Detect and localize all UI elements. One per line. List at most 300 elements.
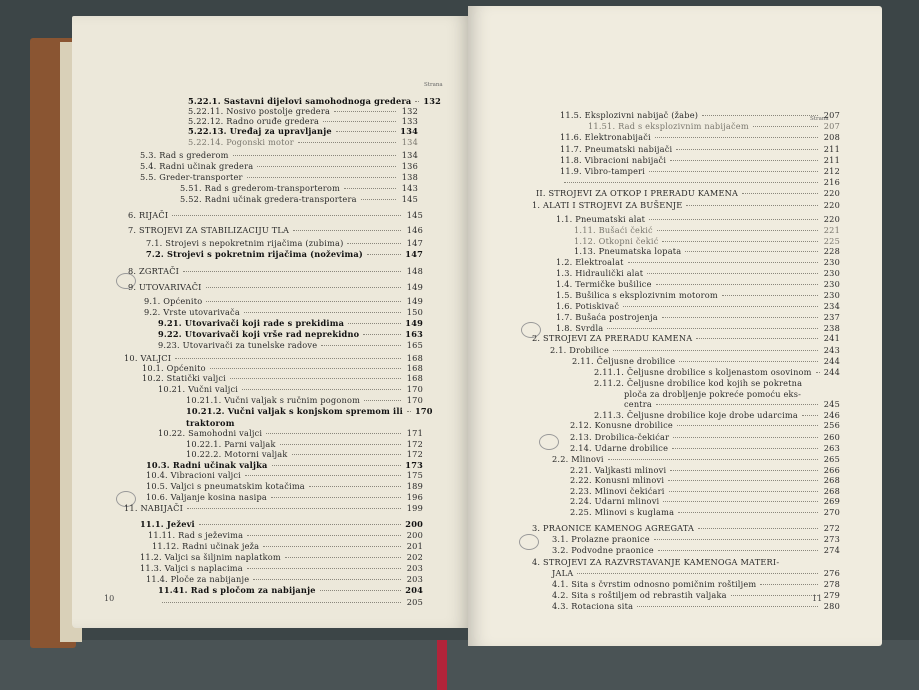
leader-dots	[263, 546, 401, 547]
leader-dots	[623, 306, 818, 307]
toc-entry-title: Bušaća postrojenja	[575, 312, 658, 322]
toc-entry-title: Konusni mlinovi	[594, 475, 665, 485]
toc-entry-number: 10.2.	[142, 373, 164, 383]
toc-entry	[574, 225, 840, 235]
toc-page-number: 168	[406, 353, 423, 363]
leader-dots	[363, 334, 401, 335]
leader-dots	[245, 475, 401, 476]
toc-entry	[624, 399, 840, 409]
toc-entry-number: 2.25.	[570, 507, 592, 517]
toc-entry	[570, 475, 840, 485]
toc-entry-title: Vučni valjak s konjskom spremom ili	[227, 406, 403, 416]
toc-entry-title: Sita s čvrstim odnosno pomičnim roštiljem	[571, 579, 757, 589]
toc-page-number: 268	[823, 475, 840, 485]
toc-entry	[158, 318, 423, 328]
toc-page-number: 145	[401, 194, 418, 204]
leader-dots	[361, 199, 396, 200]
toc-entry-label	[574, 225, 653, 235]
toc-entry-number: 10.21.1.	[186, 395, 222, 405]
toc-entry-label	[188, 116, 319, 126]
leader-dots	[686, 205, 818, 206]
toc-entry-label	[574, 246, 681, 256]
toc-entry-number: 5.3.	[140, 150, 157, 160]
toc-entry-label	[552, 601, 633, 611]
toc-page-number: 170	[406, 384, 423, 394]
toc-entry-number: 1.	[532, 200, 541, 210]
toc-page-number: 134	[401, 150, 418, 160]
toc-entry-label	[588, 121, 749, 131]
toc-page-number: 172	[406, 439, 423, 449]
toc-page-number: 168	[406, 373, 423, 383]
toc-entry	[594, 367, 840, 377]
toc-entry-label	[186, 395, 360, 405]
leader-dots	[731, 595, 818, 596]
toc-entry-title: traktorom	[186, 418, 235, 428]
leader-dots	[677, 425, 818, 426]
toc-entry-title: Rad s grederom-transporterom	[204, 183, 340, 193]
leader-dots	[285, 557, 401, 558]
toc-entry-number: 2.14.	[570, 443, 592, 453]
toc-entry-title: ZGRTAČI	[139, 266, 180, 276]
toc-entry	[146, 470, 423, 480]
leader-dots	[678, 512, 818, 513]
toc-entry	[594, 378, 840, 388]
toc-page-number: 201	[406, 541, 423, 551]
toc-entry	[186, 449, 423, 459]
toc-page-number: 269	[823, 496, 840, 506]
toc-entry	[146, 238, 423, 248]
bookmark-ribbon	[437, 640, 447, 690]
toc-entry-label	[152, 541, 259, 551]
toc-entry	[556, 257, 840, 267]
toc-entry	[158, 329, 423, 339]
toc-entry	[556, 290, 840, 300]
toc-entry	[532, 523, 840, 533]
toc-entry-number: 5.22.11.	[188, 106, 224, 116]
toc-entry-number: 1.13.	[574, 246, 596, 256]
toc-entry-title: Bušilica s eksplozivnim motorom	[575, 290, 718, 300]
toc-entry-title: Prolazne praonice	[571, 534, 650, 544]
toc-entry-number: 11.	[124, 503, 138, 513]
toc-page-number: 149	[406, 282, 423, 292]
leader-dots	[564, 182, 818, 183]
toc-entry-label	[146, 238, 343, 248]
leader-dots	[698, 528, 818, 529]
toc-entry-title: Konusne drobilice	[594, 420, 673, 430]
toc-entry-number: 2.11.3.	[594, 410, 625, 420]
toc-entry-title: Mlinovi	[571, 454, 604, 464]
toc-entry	[560, 110, 840, 120]
toc-entry-label	[532, 333, 692, 343]
leader-dots	[336, 131, 396, 132]
toc-entry-title: Strojevi s nepokretnim rijačima (zubima)	[165, 238, 344, 248]
leader-dots	[670, 470, 818, 471]
toc-entry-number: 1.1.	[556, 214, 573, 224]
strana-label-right: Strana	[810, 116, 829, 122]
leader-dots	[271, 497, 401, 498]
toc-entry-title: Valjci s naplacima	[164, 563, 243, 573]
toc-entry-title: Vibracioni valjci	[170, 470, 241, 480]
toc-entry	[552, 534, 840, 544]
toc-entry-label	[124, 503, 183, 513]
toc-page-number: 196	[406, 492, 423, 502]
toc-page-number: 204	[405, 585, 423, 595]
leader-dots	[348, 323, 401, 324]
toc-page-number: 270	[823, 507, 840, 517]
toc-entry-number: 1.5.	[556, 290, 573, 300]
toc-entry-number: 9.	[128, 282, 137, 292]
toc-entry-title: Valjkasti mlinovi	[594, 465, 667, 475]
toc-entry-title: ploča za drobljenje pokreće pomoću eks-	[624, 389, 802, 399]
toc-entry-title: Vrste utovarivača	[163, 307, 240, 317]
toc-page-number: 132	[423, 96, 442, 106]
toc-entry-title: Rad s pločom za nabijanje	[190, 585, 316, 595]
toc-entry	[180, 183, 418, 193]
toc-entry	[128, 210, 423, 220]
toc-entry-title: Termičke bušilice	[575, 279, 652, 289]
toc-entry-number: 1.11.	[574, 225, 596, 235]
toc-entry-label	[142, 363, 206, 373]
toc-page-number: 225	[823, 236, 840, 246]
toc-page-number: 138	[401, 172, 418, 182]
toc-entry	[536, 188, 840, 198]
toc-page-number: 175	[406, 470, 423, 480]
toc-entry-title: Radni učinak valjka	[172, 460, 268, 470]
toc-entry-number: 7.	[128, 225, 137, 235]
toc-entry-label	[140, 552, 281, 562]
toc-entry-label	[158, 428, 262, 438]
leader-dots	[613, 350, 818, 351]
toc-page-number: 228	[823, 246, 840, 256]
leader-dots	[344, 188, 396, 189]
toc-entry-title: Vibro-tamperi	[584, 166, 646, 176]
toc-entry	[180, 194, 418, 204]
toc-entry	[552, 568, 840, 578]
toc-entry	[560, 166, 840, 176]
leader-dots	[415, 101, 419, 102]
toc-page-number: 268	[823, 486, 840, 496]
toc-page-number: 234	[823, 301, 840, 311]
toc-entry-number: 10.22.	[158, 428, 186, 438]
toc-entry-title: Rad s ježevima	[178, 530, 244, 540]
toc-entry-label	[556, 214, 645, 224]
toc-entry	[588, 121, 840, 131]
toc-entry-label	[570, 420, 673, 430]
toc-entry-number: 9.23.	[158, 340, 180, 350]
toc-entry	[532, 557, 840, 567]
toc-entry-label	[158, 318, 344, 328]
toc-page-number: 165	[406, 340, 423, 350]
toc-page-number: 220	[823, 200, 840, 210]
toc-entry-number: 9.22.	[158, 329, 182, 339]
toc-entry	[188, 106, 418, 116]
toc-entry-label	[624, 389, 801, 399]
toc-entry-label	[594, 378, 802, 388]
toc-entry-label	[560, 144, 672, 154]
leader-dots	[649, 219, 818, 220]
toc-entry	[140, 552, 423, 562]
toc-entry-label	[574, 236, 658, 246]
leader-dots	[672, 448, 818, 449]
toc-page-number: 208	[823, 132, 840, 142]
toc-entry	[142, 363, 423, 373]
toc-page-number: 265	[823, 454, 840, 464]
toc-entry-label	[188, 126, 332, 136]
toc-entry	[144, 307, 423, 317]
toc-page-number: 266	[823, 465, 840, 475]
toc-entry-label	[556, 301, 619, 311]
leader-dots	[298, 142, 396, 143]
toc-entry-title: Hidraulički alat	[575, 268, 644, 278]
leader-dots	[257, 166, 396, 167]
toc-entry-label	[158, 384, 238, 394]
toc-entry-title: Radni učinak ježa	[182, 541, 260, 551]
toc-entry-title: UTOVARIVAČI	[139, 282, 202, 292]
toc-entry-number: 5.22.13.	[188, 126, 227, 136]
toc-entry-title: Rad s grederom	[159, 150, 229, 160]
toc-entry-number: 2.1.	[550, 345, 567, 355]
toc-entry-label	[146, 470, 241, 480]
leader-dots	[816, 372, 820, 373]
toc-entry-title: VALJCI	[140, 353, 172, 363]
toc-entry	[186, 395, 423, 405]
leader-dots	[654, 539, 818, 540]
toc-entry-number: 11.41.	[158, 585, 188, 595]
toc-page-number: 237	[823, 312, 840, 322]
toc-page-number: 256	[823, 420, 840, 430]
toc-entry-title: Motorni valjak	[224, 449, 288, 459]
toc-entry-number: 4.2.	[552, 590, 569, 600]
toc-entry-number: 7.2.	[146, 249, 164, 259]
leader-dots	[647, 273, 818, 274]
leader-dots	[367, 254, 401, 255]
toc-entry	[570, 486, 840, 496]
toc-entry-number: 11.8.	[560, 155, 582, 165]
toc-entry	[124, 353, 423, 363]
toc-entry	[570, 465, 840, 475]
toc-entry-number: 10.22.2.	[186, 449, 222, 459]
toc-entry-title: Čeljusne drobilice	[596, 356, 676, 366]
toc-entry	[572, 356, 840, 366]
toc-entry-title: JALA	[552, 568, 574, 578]
toc-entry-number: 11.4.	[146, 574, 168, 584]
toc-entry-number: 7.1.	[146, 238, 163, 248]
toc-entry-title: STROJEVI ZA STABILIZACIJU TLA	[139, 225, 290, 235]
leader-dots	[206, 287, 401, 288]
toc-page-number: 203	[406, 574, 423, 584]
toc-entry-label	[594, 367, 812, 377]
toc-entry-number: 2.23.	[570, 486, 592, 496]
strana-label-left: Strana	[424, 82, 443, 88]
toc-entry-number: 10.	[124, 353, 138, 363]
leader-dots	[321, 345, 401, 346]
toc-page-number: 170	[414, 406, 433, 416]
toc-page-number: 279	[823, 590, 840, 600]
leader-dots	[673, 437, 818, 438]
toc-entry-number: 10.4.	[146, 470, 168, 480]
leader-dots	[670, 160, 818, 161]
toc-entry	[552, 590, 840, 600]
toc-entry-title: Potiskivač	[575, 301, 620, 311]
leader-dots	[247, 535, 401, 536]
toc-entry-label	[188, 96, 411, 106]
toc-entry-label	[624, 399, 652, 409]
toc-entry-title: Rad s eksplozivnim nabijačem	[618, 121, 749, 131]
toc-page-number: 211	[823, 155, 840, 165]
leader-dots	[657, 230, 818, 231]
toc-entry-title: Čeljusne drobilice koje drobe udarcima	[626, 410, 798, 420]
toc-entry-label	[570, 465, 666, 475]
toc-entry-number: 1.7.	[556, 312, 573, 322]
toc-entry-label	[146, 481, 305, 491]
toc-entry-number: 6.	[128, 210, 137, 220]
toc-entry-title: Općenito	[163, 296, 203, 306]
toc-entry	[144, 296, 423, 306]
toc-entry-title: Bušaći čekić	[598, 225, 653, 235]
toc-entry-title: Općenito	[166, 363, 206, 373]
toc-entry-label	[532, 557, 779, 567]
toc-entry	[148, 530, 423, 540]
toc-page-number: 200	[406, 530, 423, 540]
toc-page-number: 170	[406, 395, 423, 405]
toc-entry	[140, 172, 418, 182]
toc-page-number: 143	[401, 183, 418, 193]
toc-entry	[574, 246, 840, 256]
toc-entry	[140, 150, 418, 160]
leader-dots	[742, 193, 818, 194]
toc-entry	[142, 373, 423, 383]
leader-dots	[175, 358, 401, 359]
toc-entry-label	[158, 585, 316, 595]
toc-entry	[128, 282, 423, 292]
toc-entry-number: 1.8.	[556, 323, 573, 333]
toc-entry-number: 11.2.	[140, 552, 162, 562]
toc-page-number: 260	[823, 432, 840, 442]
toc-entry-number: 5.22.12.	[188, 116, 224, 126]
toc-entry-number: 5.51.	[180, 183, 202, 193]
toc-entry-title: STROJEVI ZA RAZVRSTAVANJE KAMENOGA MATERI-	[543, 557, 780, 567]
toc-entry-label	[552, 590, 727, 600]
leader-dots	[663, 501, 818, 502]
toc-entry-number: 10.22.1.	[186, 439, 222, 449]
toc-entry-number: 5.5.	[140, 172, 157, 182]
leader-dots	[323, 121, 396, 122]
toc-entry-title: Radni učinak gredera-transportera	[204, 194, 357, 204]
toc-entry-label	[128, 282, 202, 292]
toc-entry-title: Vučni valjak s ručnim pogonom	[224, 395, 361, 405]
toc-entry	[146, 249, 423, 259]
toc-entry-label	[140, 150, 229, 160]
leader-dots	[293, 230, 401, 231]
toc-entry	[560, 144, 840, 154]
toc-entry-label	[572, 356, 675, 366]
toc-entry	[570, 507, 840, 517]
toc-entry-label	[570, 486, 665, 496]
leader-dots	[669, 491, 818, 492]
toc-page-number: 149	[406, 296, 423, 306]
toc-entry-number: 11.9.	[560, 166, 582, 176]
toc-page-number: 273	[823, 534, 840, 544]
toc-page-number: 238	[823, 323, 840, 333]
toc-entry-label	[186, 439, 276, 449]
toc-entry-label	[146, 249, 363, 259]
toc-entry	[146, 460, 423, 470]
toc-entry-number: 5.4.	[140, 161, 157, 171]
toc-entry-label	[142, 373, 226, 383]
toc-entry	[146, 492, 423, 502]
toc-entry-title: Pneumatski alat	[575, 214, 646, 224]
toc-entry	[140, 563, 423, 573]
toc-entry	[624, 389, 840, 399]
toc-entry-number: 11.5.	[560, 110, 582, 120]
toc-entry	[188, 137, 418, 147]
toc-entry-title: Čeljusne drobilice kod kojih se pokretna	[626, 378, 803, 388]
toc-page-number: 221	[823, 225, 840, 235]
toc-entry-title: Sita s roštiljem od rebrastih valjaka	[571, 590, 727, 600]
leader-dots	[662, 241, 818, 242]
toc-entry-label	[560, 132, 651, 142]
toc-entry-title: Greder-transporter	[159, 172, 243, 182]
toc-entry-title: Udarne drobilice	[594, 443, 669, 453]
toc-entry-number: II.	[536, 188, 546, 198]
toc-entry-title: Radno oruđe gredera	[226, 116, 320, 126]
toc-entry	[556, 268, 840, 278]
toc-entry-number: 2.13.	[570, 432, 592, 442]
toc-page-number: 168	[406, 363, 423, 373]
toc-entry-title: Čeljusne drobilice s koljenastom osovinom	[626, 367, 812, 377]
toc-entry-title: Samohodni valjci	[188, 428, 263, 438]
toc-entry-number: 1.4.	[556, 279, 573, 289]
toc-entry	[158, 597, 423, 607]
toc-entry-label	[186, 418, 235, 428]
leader-dots	[309, 486, 401, 487]
toc-entry-number: 2.11.	[572, 356, 594, 366]
leader-dots	[210, 368, 401, 369]
toc-entry	[158, 384, 423, 394]
leader-dots	[722, 295, 818, 296]
toc-entry-label	[140, 563, 243, 573]
toc-entry-number: 9.2.	[144, 307, 161, 317]
toc-entry-label	[570, 443, 668, 453]
leader-dots	[577, 573, 818, 574]
toc-entry-label	[186, 449, 288, 459]
leader-dots	[655, 137, 818, 138]
leader-dots	[607, 328, 818, 329]
leader-dots	[280, 444, 401, 445]
toc-entry-number: 2.12.	[570, 420, 592, 430]
leader-dots	[676, 149, 818, 150]
toc-entry-title: Uređaj za upravljanje	[229, 126, 332, 136]
toc-page-number: 274	[823, 545, 840, 555]
toc-page-number: 163	[405, 329, 423, 339]
toc-entry-number: 2.	[532, 333, 541, 343]
toc-entry-label	[556, 290, 718, 300]
toc-page-number: 278	[823, 579, 840, 589]
toc-page-number: 211	[823, 144, 840, 154]
toc-entry-number: 2.2.	[552, 454, 569, 464]
leader-dots	[658, 550, 818, 551]
toc-entry-number: 11.11.	[148, 530, 176, 540]
toc-entry	[556, 301, 840, 311]
toc-entry-number: 1.6.	[556, 301, 573, 311]
leader-dots	[292, 454, 401, 455]
toc-entry-number: 2.24.	[570, 496, 592, 506]
leader-dots	[247, 177, 396, 178]
toc-entry-number: 5.22.14.	[188, 137, 224, 147]
leader-dots	[334, 111, 396, 112]
toc-page-number: 134	[401, 137, 418, 147]
toc-entry-label	[144, 296, 202, 306]
